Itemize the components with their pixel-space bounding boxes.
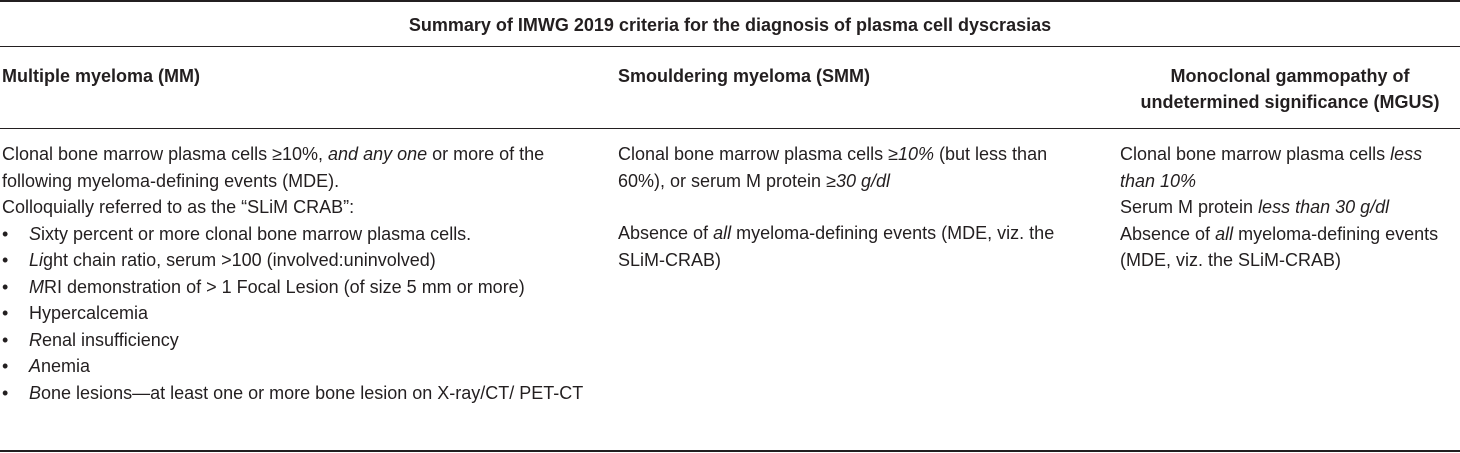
mgus-criteria-plasma: Clonal bone marrow plasma cells less than 10% xyxy=(1120,144,1423,191)
mm-criteria-cell xyxy=(2,141,602,406)
list-item: • Renal insufficiency xyxy=(2,327,602,354)
mgus-criteria-absence: Absence of all myeloma-defining events (MDE, viz. the SLiM-CRAB) xyxy=(1120,223,1439,270)
header-mgus: Monoclonal gammopathy of undetermined significance (MGUS) xyxy=(1140,66,1440,112)
list-item: • Sixty percent or more clonal bone marrow plasma cells. xyxy=(2,221,602,248)
header-mm: Multiple myeloma (MM) xyxy=(2,66,201,86)
title-rule xyxy=(0,46,1460,47)
table-title: Summary of IMWG 2019 criteria for the diagnosis of plasma cell dyscrasias xyxy=(408,15,1052,35)
top-rule xyxy=(0,0,1460,2)
mde-list xyxy=(2,221,602,407)
header-smm: Smouldering myeloma (SMM) xyxy=(618,66,871,86)
list-item: • Hypercalcemia xyxy=(2,300,602,327)
mgus-criteria-protein: Serum M protein less than 30 g/dl xyxy=(1120,197,1390,217)
list-item: • Light chain ratio, serum >100 (involved:uninvolved) xyxy=(2,247,602,274)
smm-criteria-cell xyxy=(618,141,1098,273)
list-item: • Bone lesions—at least one or more bone lesion on X-ray/CT/ PET-CT xyxy=(2,380,602,407)
smm-criteria-absence: Absence of all myeloma-defining events (MDE, viz. the SLiM-CRAB) xyxy=(618,223,1055,270)
list-item: • Anemia xyxy=(2,353,602,380)
list-item: • MRI demonstration of > 1 Focal Lesion (of size 5 mm or more) xyxy=(2,274,602,301)
header-rule xyxy=(0,128,1460,129)
mm-criteria-intro: Clonal bone marrow plasma cells ≥10%, and any one or more of the following myeloma-defining events (MDE). xyxy=(2,144,545,191)
mgus-criteria-cell xyxy=(1120,141,1460,274)
smm-criteria-plasma: Clonal bone marrow plasma cells ≥10% (but less than 60%), or serum M protein ≥30 g/dl xyxy=(618,144,1048,191)
bottom-rule xyxy=(0,450,1460,452)
mm-criteria-colloquial: Colloquially referred to as the “SLiM CRAB”: xyxy=(2,197,355,217)
